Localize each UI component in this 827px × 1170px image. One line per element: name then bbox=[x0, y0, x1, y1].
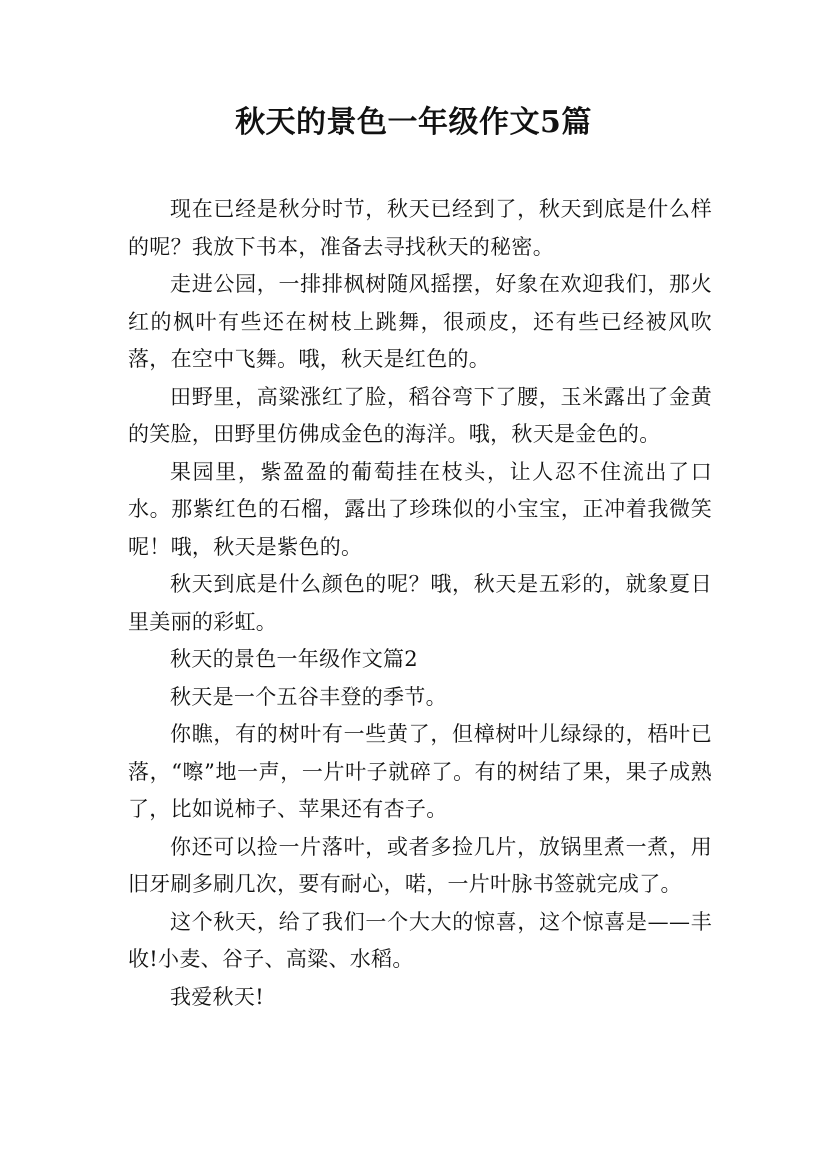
paragraph-7: 你瞧，有的树叶有一些黄了，但樟树叶儿绿绿的，梧叶已落，“嚓”地一声，一片叶子就碎了。有的树结了果，果子成熟了，比如说柿子、苹果还有杏子。 bbox=[128, 722, 712, 821]
paragraph-3: 田野里，高粱涨红了脸，稻谷弯下了腰，玉米露出了金黄的笑脸，田野里仿佛成金色的海洋。哦，秋天是金色的。 bbox=[128, 384, 712, 446]
paragraph-6: 秋天是一个五谷丰登的季节。 bbox=[170, 684, 447, 709]
paragraph-1: 现在已经是秋分时节，秋天已经到了，秋天到底是什么样的呢？我放下书本，准备去寻找秋天的秘密。 bbox=[128, 197, 712, 259]
paragraph-10: 我爱秋天! bbox=[170, 984, 264, 1009]
paragraph-8: 你还可以捡一片落叶，或者多捡几片，放锅里煮一煮，用旧牙刷多刷几次，要有耐心，喏，一片叶脉书签就完成了。 bbox=[128, 834, 712, 896]
paragraph-9: 这个秋天，给了我们一个大大的惊喜，这个惊喜是——丰收!小麦、谷子、高粱、水稻。 bbox=[128, 909, 712, 971]
document-body bbox=[128, 191, 712, 1016]
section-heading-2: 秋天的景色一年级作文篇2 bbox=[170, 647, 418, 671]
paragraph-5: 秋天到底是什么颜色的呢？哦，秋天是五彩的，就象夏日里美丽的彩虹。 bbox=[128, 572, 712, 634]
paragraph-4: 果园里，紫盈盈的葡萄挂在枝头，让人忍不住流出了口水。那紫红色的石榴，露出了珍珠似的小宝宝，正冲着我微笑呢！哦，秋天是紫色的。 bbox=[128, 459, 712, 559]
paragraph-2: 走进公园，一排排枫树随风摇摆，好象在欢迎我们，那火红的枫叶有些还在树枝上跳舞，很顽皮，还有些已经被风吹落，在空中飞舞。哦，秋天是红色的。 bbox=[128, 272, 712, 371]
document-title: 秋天的景色一年级作文5篇 bbox=[235, 105, 592, 140]
